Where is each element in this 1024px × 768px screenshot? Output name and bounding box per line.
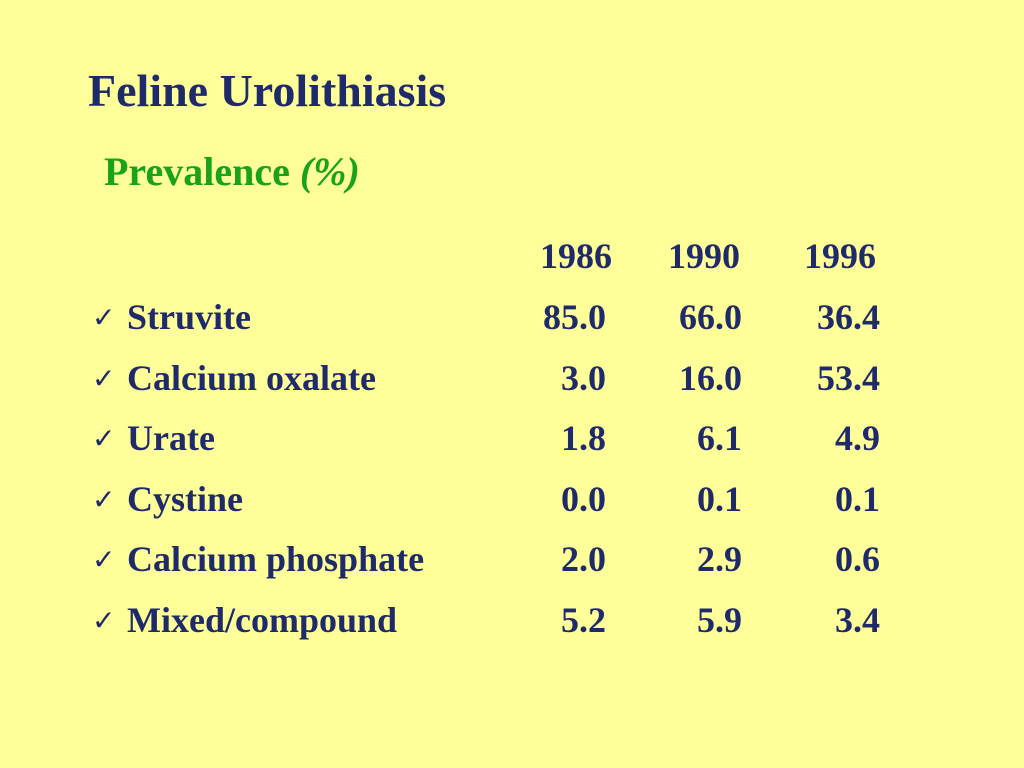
value-1986: 1.8: [561, 418, 606, 458]
row-label: Calcium phosphate: [127, 539, 425, 579]
row-label: Mixed/compound: [127, 599, 398, 640]
checkmark-icon: ✓: [92, 543, 116, 576]
year-header-row: [0, 233, 1024, 279]
row-label: Struvite: [127, 297, 251, 337]
value-1990: 0.1: [697, 478, 742, 519]
checkmark-icon: ✓: [92, 603, 116, 637]
table-row-calcium-oxalate: [0, 355, 1024, 416]
value-1996: 3.4: [835, 599, 880, 640]
row-label: Cystine: [127, 478, 243, 519]
prevalence-table: [0, 294, 1024, 657]
checkmark-icon: ✓: [92, 482, 116, 516]
row-label: Urate: [127, 418, 215, 458]
value-1990: 5.9: [697, 599, 742, 640]
year-header-1990: 1990: [668, 236, 740, 276]
value-1996: 53.4: [817, 357, 880, 398]
row-label: Calcium oxalate: [127, 357, 376, 398]
table-row-urate: [0, 415, 1024, 476]
value-1996: 36.4: [817, 297, 880, 337]
year-header-1986: 1986: [540, 236, 612, 276]
year-header-1996: 1996: [804, 236, 876, 276]
value-1986: 5.2: [561, 599, 606, 640]
value-1996: 0.6: [835, 539, 880, 579]
value-1990: 16.0: [679, 357, 742, 398]
checkmark-icon: ✓: [92, 422, 116, 455]
checkmark-icon: ✓: [92, 301, 116, 334]
value-1986: 0.0: [561, 478, 606, 519]
value-1990: 6.1: [697, 418, 742, 458]
checkmark-icon: ✓: [92, 361, 116, 395]
slide-subtitle: [104, 150, 360, 194]
table-row-calcium-phosphate: [0, 536, 1024, 597]
table-row-cystine: [0, 476, 1024, 537]
subtitle-unit: (%): [299, 149, 360, 194]
table-row-struvite: [0, 294, 1024, 355]
slide-title: Feline Urolithiasis: [88, 65, 447, 116]
value-1996: 4.9: [835, 418, 880, 458]
value-1996: 0.1: [835, 478, 880, 519]
value-1986: 85.0: [543, 297, 606, 337]
table-row-mixed-compound: [0, 597, 1024, 658]
value-1990: 2.9: [697, 539, 742, 579]
value-1986: 3.0: [561, 357, 606, 398]
subtitle-text: Prevalence: [104, 149, 290, 194]
value-1986: 2.0: [561, 539, 606, 579]
value-1990: 66.0: [679, 297, 742, 337]
